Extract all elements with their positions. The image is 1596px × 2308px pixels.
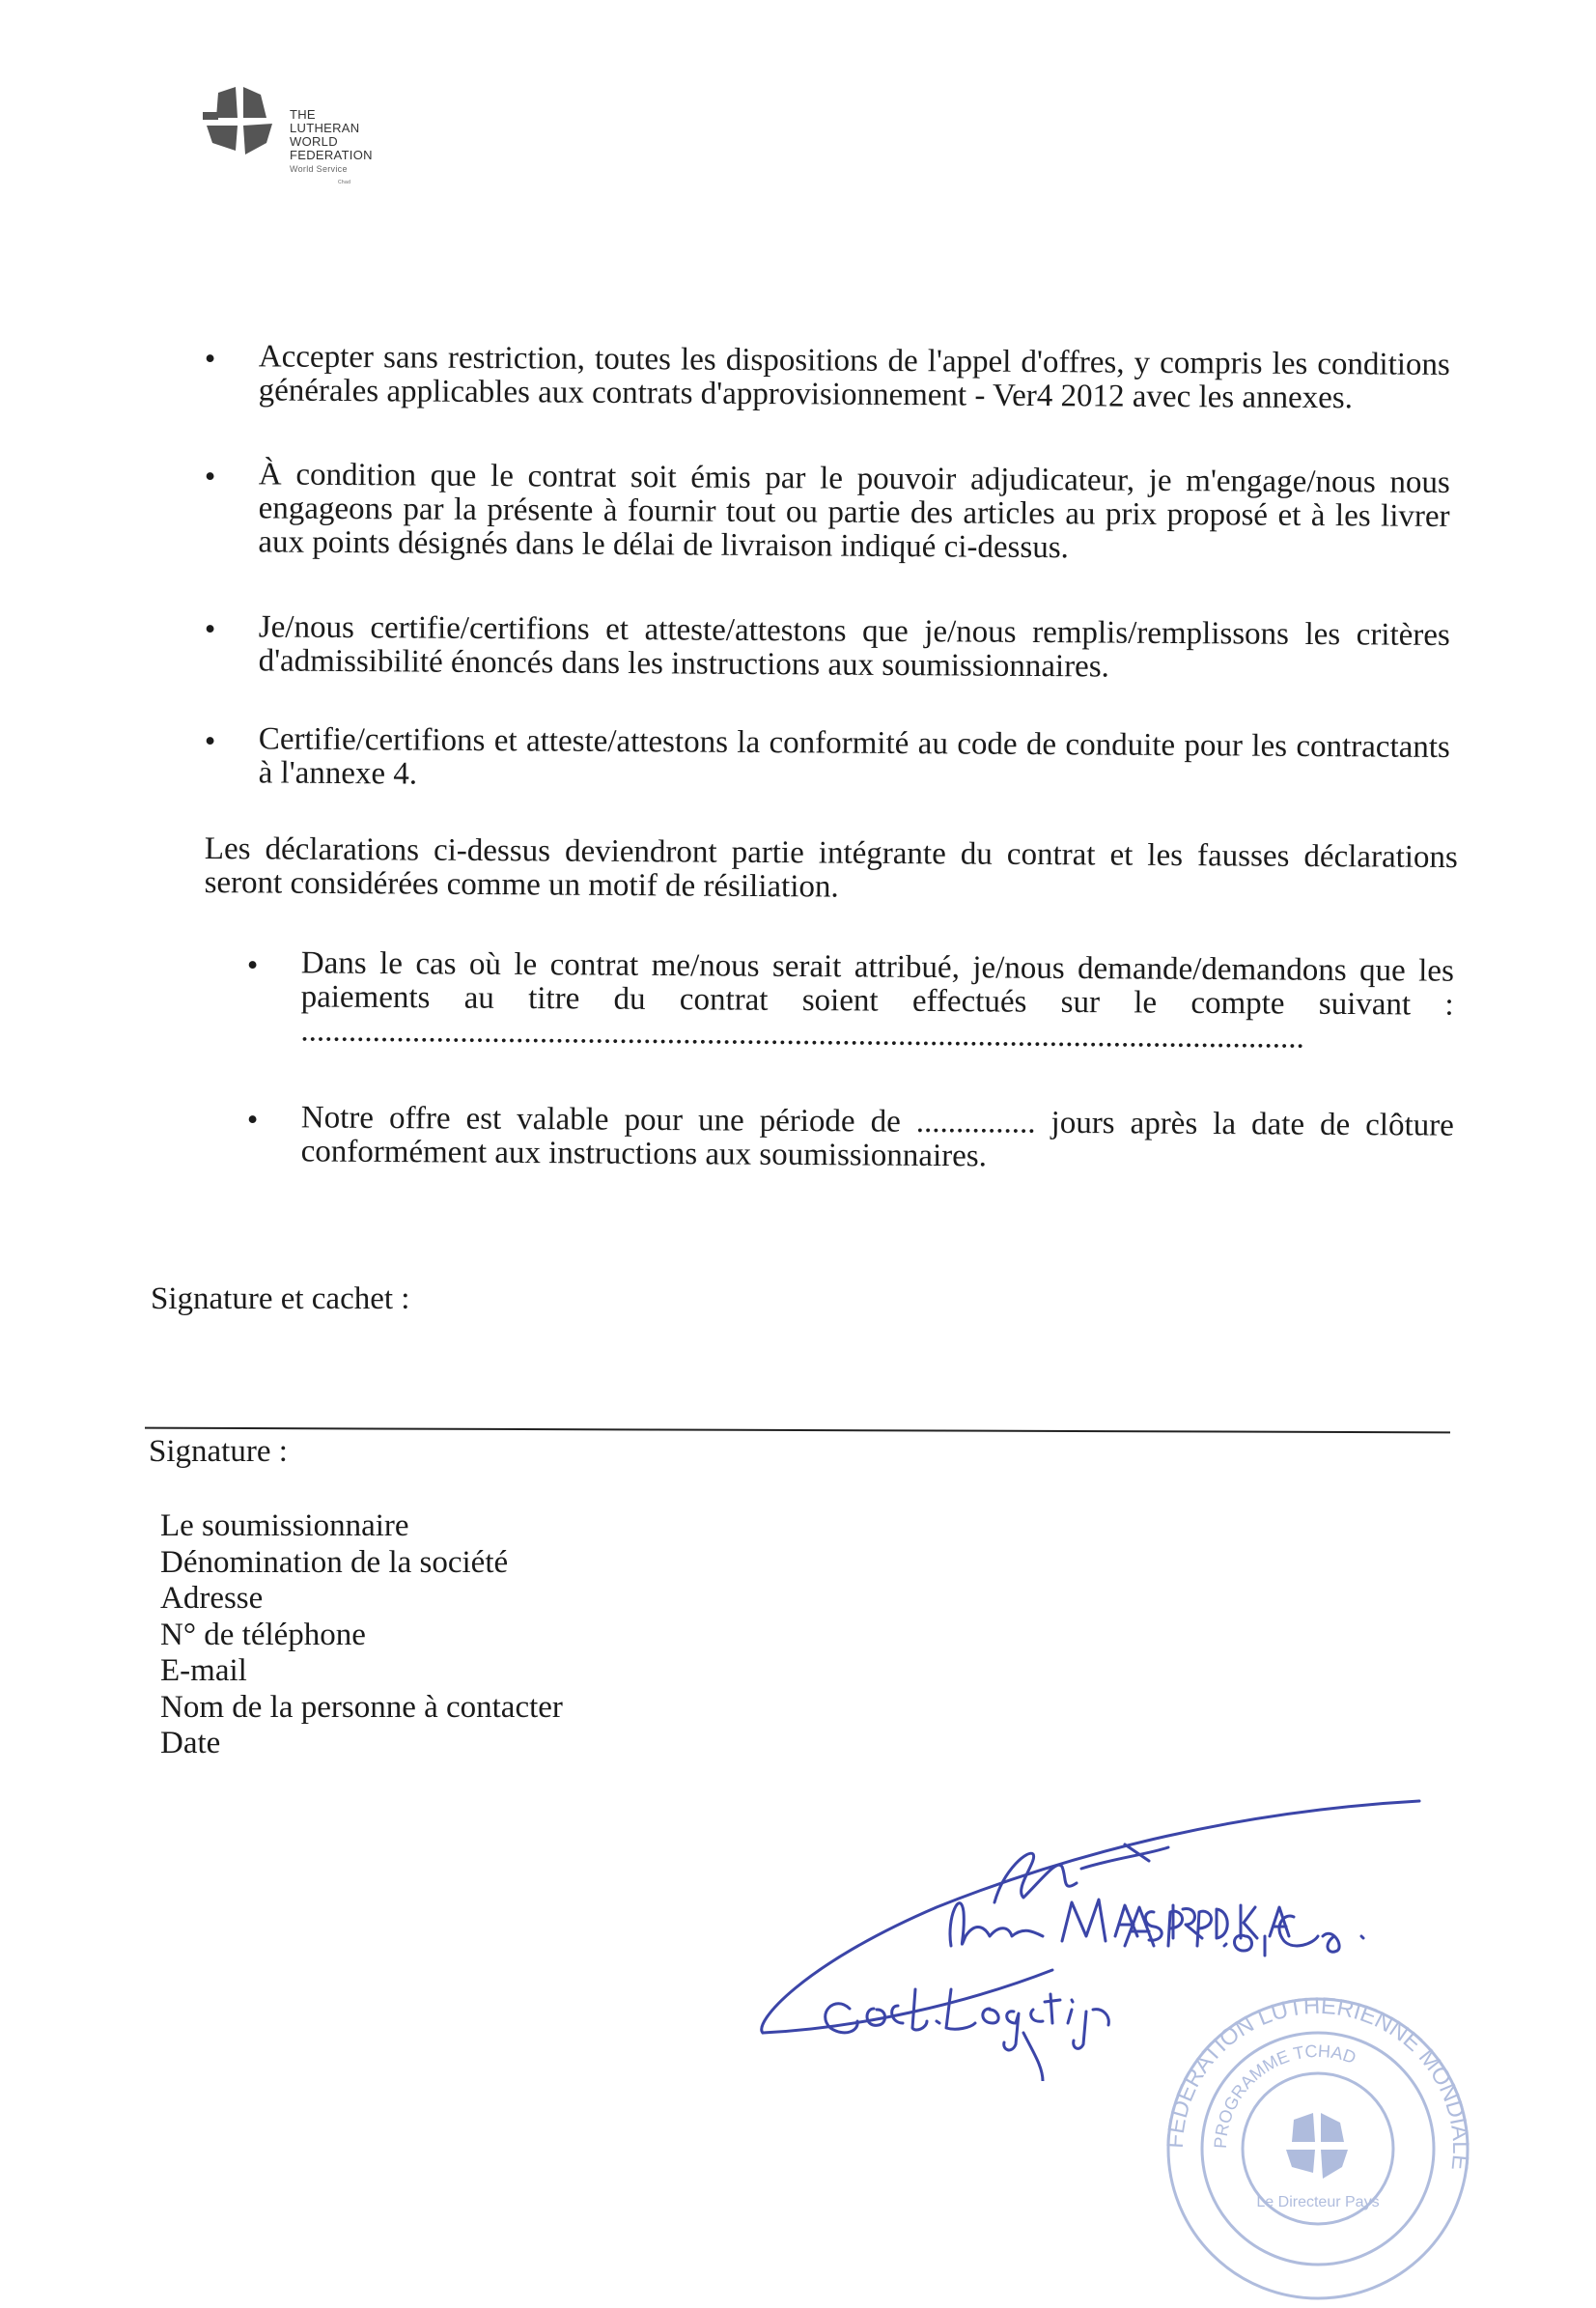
svg-text:FEDERATION LUTHERIENNE MONDIAL (1162, 1993, 1473, 2172)
sub-bullet-item (247, 1101, 1454, 1177)
field-address: Adresse (160, 1581, 264, 1616)
sub-bullet-text: Notre offre est valable pour une période de ............... jours après la date de clôture conformément aux instructions aux soumissionnaires. (300, 1100, 1454, 1174)
bullet-text: Je/nous certifie/certifions et atteste/attestons que je/nous remplis/remplissons les critères d'admissibilité énoncés dans les instructions aux soumissionnaires. (258, 609, 1450, 685)
bullet-item (205, 722, 1450, 799)
bullet-item (205, 340, 1450, 416)
logo-line-4: FEDERATION (290, 148, 373, 162)
lwf-emblem-icon (199, 83, 286, 160)
logo-line-1: THE (290, 107, 316, 122)
signature-label: Signature : (149, 1434, 288, 1469)
stamp-top-text: PROGRAMME TCHAD (1210, 2041, 1359, 2150)
organization-stamp (1159, 1989, 1477, 2308)
field-contact-person: Nom de la personne à contacter (160, 1689, 563, 1725)
stamp-ring-text: FEDERATION LUTHERIENNE MONDIALE (1162, 1992, 1474, 2172)
bullet-text: À condition que le contrat soit émis par le pouvoir adjudicateur, je m'engage/nous nous engageons par la présente à fournir tout ou partie des articles au prix proposé et à les livrer aux points désignés dans le délai de livraison indiqué ci-dessus. (258, 457, 1450, 566)
stamp-center-text: Le Directeur Pays (1256, 2194, 1380, 2210)
bullet-item (204, 458, 1450, 568)
field-email: E-mail (160, 1653, 247, 1688)
logo-tiny: Chad (338, 180, 351, 185)
bullet-dot-icon: • (204, 341, 216, 378)
logo-line-3: WORLD (290, 134, 338, 149)
field-company-name: Dénomination de la société (160, 1544, 509, 1580)
logo-subtitle: World Service (290, 164, 348, 174)
field-phone: N° de téléphone (160, 1617, 366, 1652)
bidder-fields (160, 1508, 563, 1762)
bullet-dot-icon: • (246, 947, 259, 984)
signature-line (145, 1427, 1450, 1434)
sub-bullet-item (246, 946, 1454, 1056)
signature-cachet-label: Signature et cachet : (151, 1281, 410, 1316)
sub-bullet-text: Dans le cas où le contrat me/nous serait attribué, je/nous demande/demandons que les paiements au titre du contrat soient effectués sur le compte suivant : .............................................................................................................................. (300, 945, 1454, 1055)
field-bidder: Le soumissionnaire (160, 1508, 409, 1543)
logo-line-2: LUTHERAN (290, 121, 360, 135)
bullet-dot-icon: • (246, 1103, 259, 1139)
bullet-dot-icon: • (204, 723, 216, 760)
logo-text (290, 108, 373, 189)
bullet-text: Accepter sans restriction, toutes les dispositions de l'appel d'offres, y compris les conditions générales applicables aux contrats d'approvisionnement - Ver4 2012 avec les annexes. (258, 339, 1450, 416)
bullet-item (205, 610, 1450, 687)
bullet-text: Certifie/certifions et atteste/attestons la conformité au code de conduite pour les contractants à l'annexe 4. (258, 721, 1450, 792)
bullet-dot-icon: • (204, 459, 216, 495)
lwf-logo (199, 83, 392, 209)
declaration-paragraph: Les déclarations ci-dessus deviendront partie intégrante du contrat et les fausses déclarations seront considérées comme un motif de résiliation. (204, 831, 1458, 905)
field-date: Date (160, 1726, 221, 1760)
bullet-dot-icon: • (204, 611, 216, 648)
